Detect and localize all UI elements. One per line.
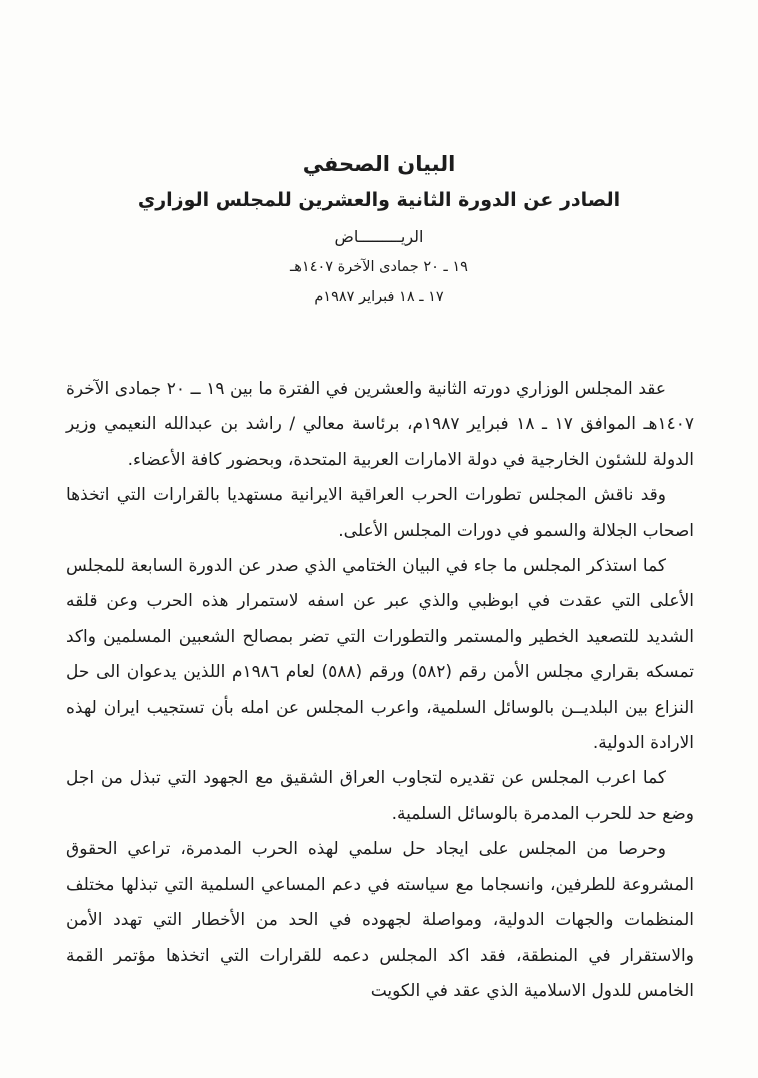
document-body (66, 372, 694, 1009)
body-paragraph: عقد المجلس الوزاري دورته الثانية والعشرين في الفترة ما بين ١٩ ــ ٢٠ جمادى الآخرة ١٤٠٧هـ الموافق ١٧ ـ ١٨ فبراير ١٩٨٧م، برئاسة معالي / راشد بن عبدالله النعيمي وزير الدولة للشئون الخارجية في دولة الامارات العربية المتحدة، وبحضور كافة الأعضاء. (66, 379, 695, 470)
body-paragraph: كما اعرب المجلس عن تقديره لتجاوب العراق الشقيق مع الجهود التي تبذل من اجل وضع حد للحرب المدمرة بالوسائل السلمية. (66, 768, 694, 824)
body-paragraph: كما استذكر المجلس ما جاء في البيان الختامي الذي صدر عن الدورة السابعة للمجلس الأعلى التي عقدت في ابوظبي والذي عبر عن اسفه لاستمرار هذه الحرب وعن قلقه الشديد للتصعيد الخطير والمستمر والتطورات التي تضر بمصالح الشعبين المسلمين واكد تمسكه بقراري مجلس الأمن رقم (٥٨٢) ورقم (٥٨٨) لعام ١٩٨٦م اللذين يدعوان الى حل النزاع بين البلديــن بالوسائل السلمية، واعرب المجلس عن امله بأن تستجيب ايران لهذه الارادة الدولية. (66, 556, 695, 754)
hijri-date-line: ١٩ ـ ٢٠ جمادى الآخرة ١٤٠٧هـ (290, 259, 468, 275)
gregorian-date-line: ١٧ ـ ١٨ فبراير ١٩٨٧م (314, 289, 444, 305)
body-paragraph: وقد ناقش المجلس تطورات الحرب العراقية الايرانية مستهديا بالقرارات التي اتخذها اصحاب الجلالة والسمو في دورات المجلس الأعلى. (66, 485, 694, 541)
location-line: الريـــــــــاض (334, 227, 424, 246)
press-release-subtitle: الصادر عن الدورة الثانية والعشرين للمجلس الوزاري (137, 189, 621, 211)
body-paragraph: وحرصا من المجلس على ايجاد حل سلمي لهذه الحرب المدمرة، تراعي الحقوق المشروعة للطرفين، وانسجاما مع سياسته في دعم المساعي السلمية التي تبذلها مختلف المنظمات والجهات الدولية، ومواصلة لجهوده في الحد من الأخطار التي تهدد الأمن والاستقرار في المنطقة، فقد اكد المجلس دعمه للقرارات التي اتخذها مؤتمر القمة الخامس للدول الاسلامية الذي عقد في الكويت (66, 839, 694, 1001)
press-release-title: البيان الصحفي (302, 152, 456, 176)
document-header (0, 152, 758, 319)
